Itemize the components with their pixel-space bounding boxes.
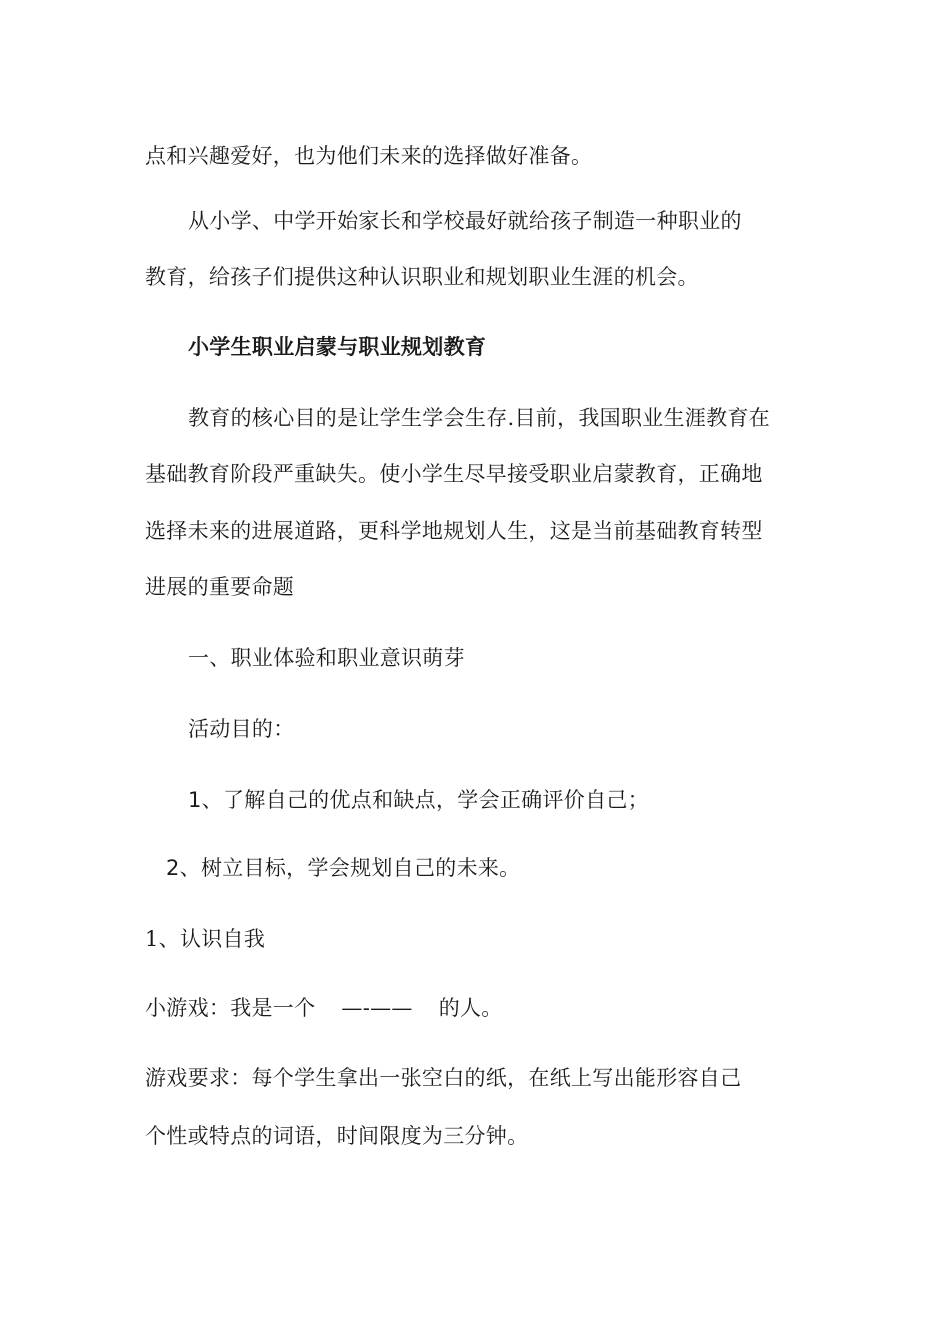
activity-purpose-label: 活动目的： bbox=[188, 717, 295, 741]
goal-2-number: 2 bbox=[166, 856, 180, 880]
goal-2 bbox=[166, 853, 520, 883]
paragraph-3-line-1: 教育的核心目的是让学生学会生存.目前，我国职业生涯教育在 bbox=[188, 406, 771, 430]
paragraph-3-line-2: 基础教育阶段严重缺失。使小学生尽早接受职业启蒙教育，正确地 bbox=[145, 462, 763, 486]
sub-heading: 1、认识自我 bbox=[145, 927, 266, 951]
goal-1-number: 1 bbox=[188, 788, 202, 812]
game-prefix: 小游戏：我是一个 bbox=[145, 996, 316, 1020]
paragraph-2-line-2: 教育，给孩子们提供这种认识职业和规划职业生涯的机会。 bbox=[145, 265, 699, 289]
section-title: 小学生职业启蒙与职业规划教育 bbox=[188, 335, 487, 359]
paragraph-1-line-1: 点和兴趣爱好，也为他们未来的选择做好准备。 bbox=[145, 144, 593, 168]
paragraph-3-line-4: 进展的重要命题 bbox=[145, 575, 295, 599]
heading-1: 一、职业体验和职业意识萌芽 bbox=[188, 646, 465, 670]
goal-2-text: 、树立目标，学会规划自己的未来。 bbox=[179, 856, 521, 880]
goal-1 bbox=[188, 785, 649, 815]
goal-1-text: 、了解自己的优点和缺点，学会正确评价自己； bbox=[201, 788, 649, 812]
game-line bbox=[145, 993, 503, 1023]
paragraph-2-line-1: 从小学、中学开始家长和学校最好就给孩子制造一种职业的 bbox=[188, 209, 742, 233]
game-rules-line-2: 个性或特点的词语，时间限度为三分钟。 bbox=[145, 1124, 529, 1148]
game-blank: —-—— bbox=[341, 996, 413, 1020]
game-rules-line-1: 游戏要求：每个学生拿出一张空白的纸，在纸上写出能形容自己 bbox=[145, 1066, 742, 1090]
paragraph-3-line-3: 选择未来的进展道路，更科学地规划人生，这是当前基础教育转型 bbox=[145, 519, 763, 543]
game-suffix: 的人。 bbox=[438, 996, 503, 1020]
